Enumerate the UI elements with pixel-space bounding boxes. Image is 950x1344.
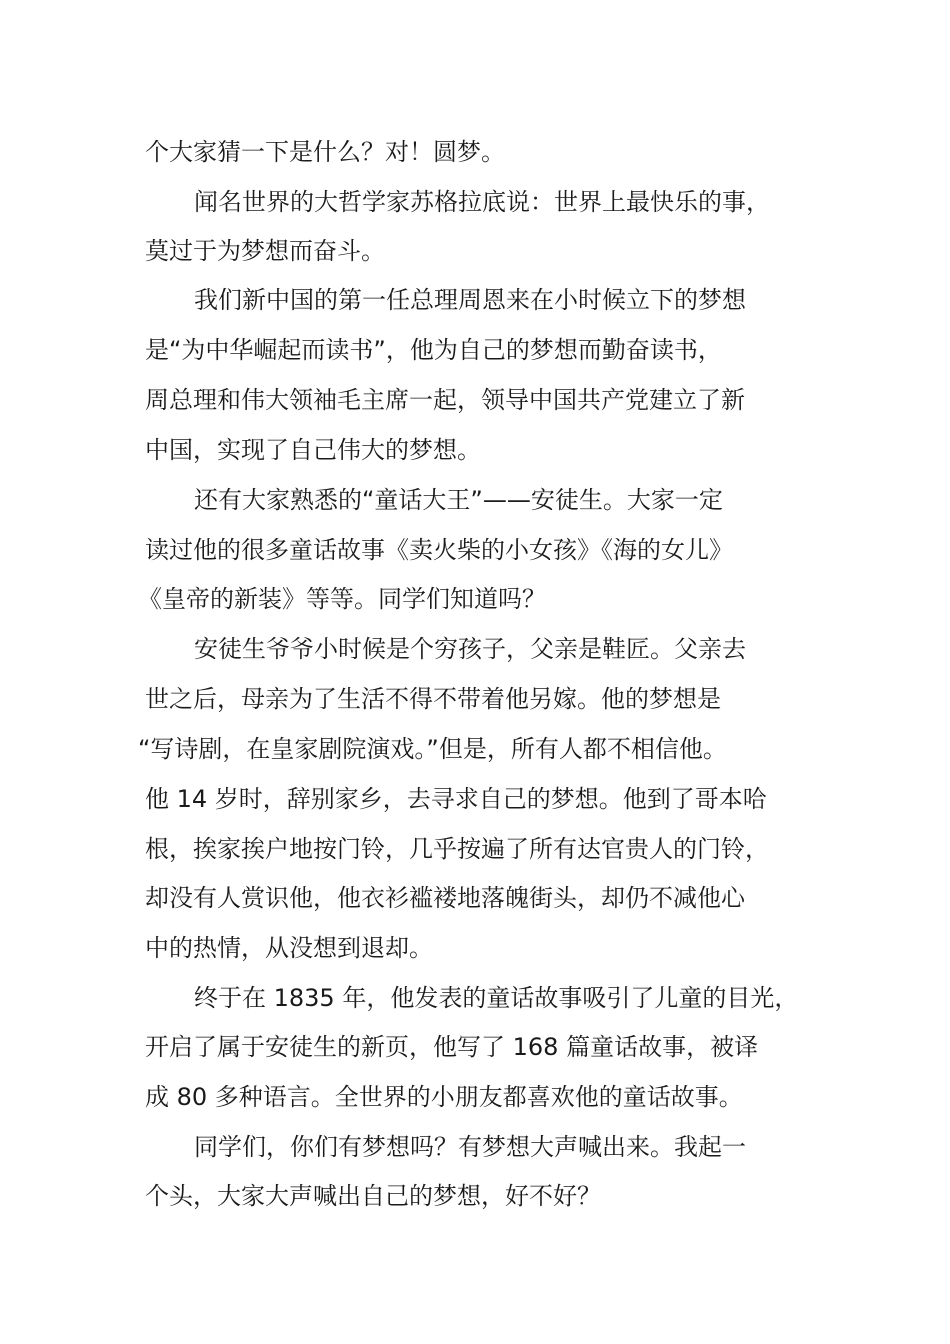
text-line: 读过他的很多童话故事《卖火柴的小女孩》《海的女儿》 bbox=[145, 536, 733, 564]
text-line: 莫过于为梦想而奋斗。 bbox=[145, 237, 385, 265]
text-line: 中国，实现了自己伟大的梦想。 bbox=[145, 436, 481, 464]
text-line: 中的热情，从没想到退却。 bbox=[145, 934, 433, 962]
text-line: 《皇帝的新装》等等。同学们知道吗？ bbox=[138, 585, 546, 613]
paragraph-first-line: 同学们，你们有梦想吗？有梦想大声喊出来。我起一 bbox=[194, 1133, 746, 1161]
text-line: 是“为中华崛起而读书”，他为自己的梦想而勤奋读书， bbox=[145, 336, 722, 364]
text-line: 他 14 岁时，辞别家乡，去寻求自己的梦想。他到了哥本哈 bbox=[145, 785, 767, 813]
text-line: 周总理和伟大领袖毛主席一起，领导中国共产党建立了新 bbox=[145, 386, 745, 414]
text-line: 个大家猜一下是什么？对！圆梦。 bbox=[145, 138, 505, 166]
paragraph-first-line: 还有大家熟悉的“童话大王”——安徒生。大家一定 bbox=[194, 486, 723, 514]
text-line: 世之后，母亲为了生活不得不带着他另嫁。他的梦想是 bbox=[145, 685, 721, 713]
text-line: 却没有人赏识他，他衣衫褴褛地落魄街头，却仍不减他心 bbox=[145, 884, 745, 912]
text-line: 开启了属于安徒生的新页，他写了 168 篇童话故事，被译 bbox=[145, 1033, 759, 1061]
paragraph-first-line: 终于在 1835 年，他发表的童话故事吸引了儿童的目光， bbox=[194, 984, 799, 1012]
paragraph-first-line: 安徒生爷爷小时候是个穷孩子，父亲是鞋匠。父亲去 bbox=[194, 635, 746, 663]
text-line: “写诗剧，在皇家剧院演戏。”但是，所有人都不相信他。 bbox=[138, 735, 727, 763]
text-line: 个头，大家大声喊出自己的梦想，好不好？ bbox=[145, 1182, 601, 1210]
text-line: 成 80 多种语言。全世界的小朋友都喜欢他的童话故事。 bbox=[145, 1083, 743, 1111]
paragraph-first-line: 我们新中国的第一任总理周恩来在小时候立下的梦想 bbox=[194, 286, 746, 314]
paragraph-first-line: 闻名世界的大哲学家苏格拉底说：世界上最快乐的事， bbox=[194, 188, 770, 216]
text-line: 根，挨家挨户地按门铃，几乎按遍了所有达官贵人的门铃， bbox=[145, 835, 769, 863]
